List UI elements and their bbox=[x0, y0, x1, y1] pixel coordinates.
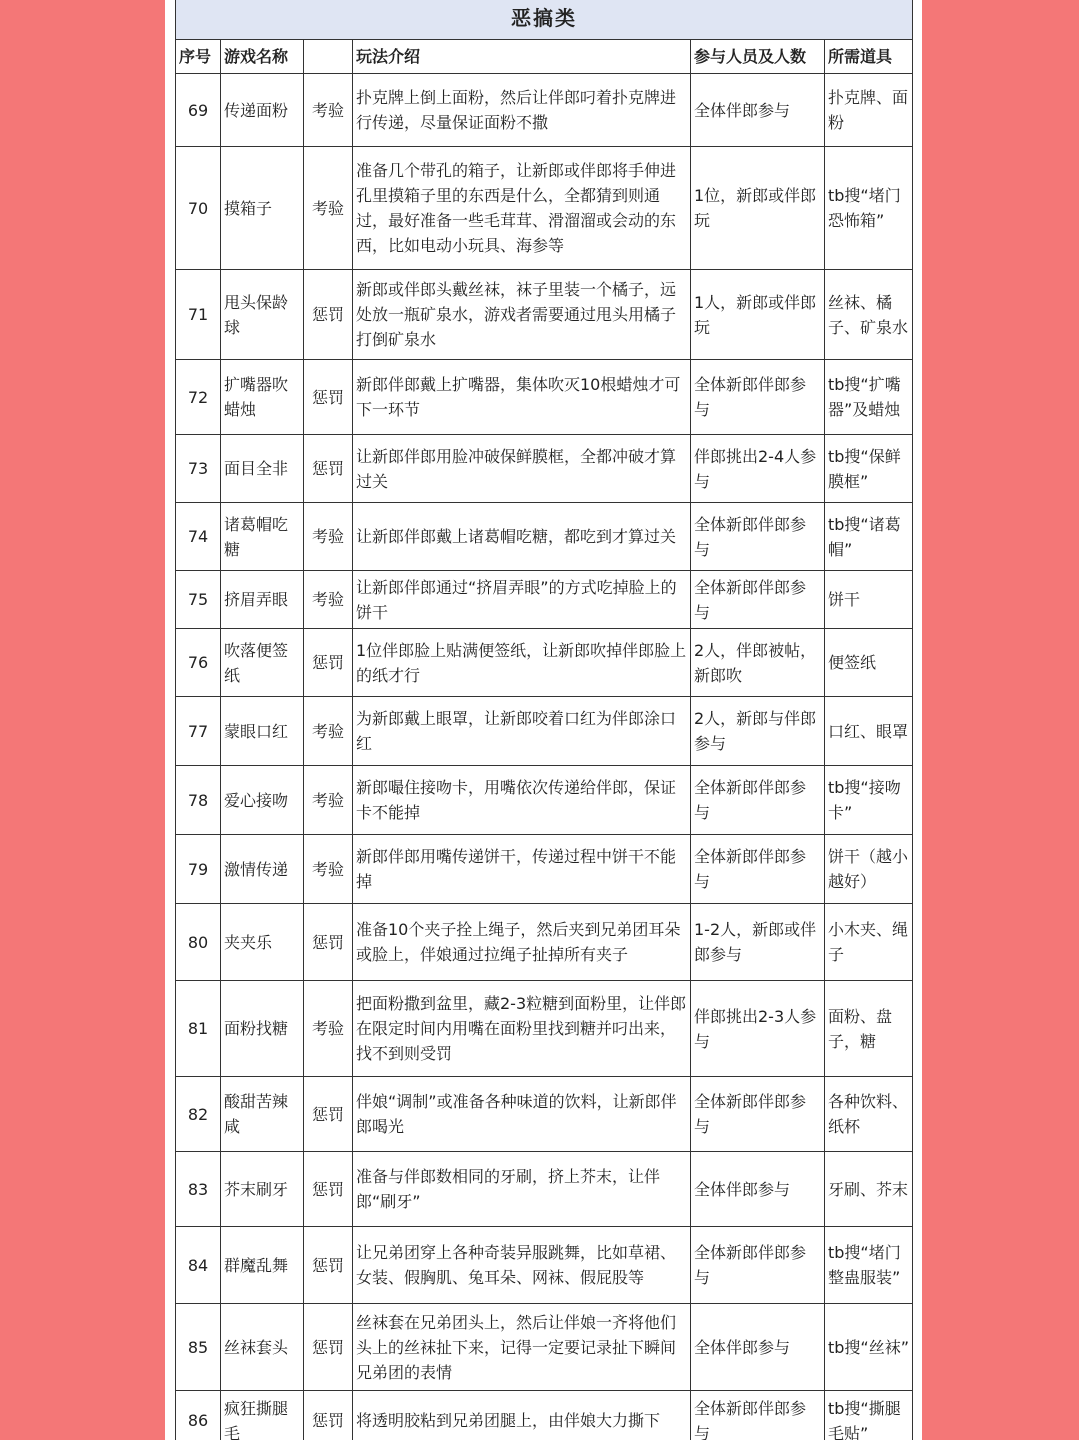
cell-description: 让新郎伴郎通过“挤眉弄眼”的方式吃掉脸上的饼干 bbox=[353, 571, 691, 629]
cell-props: tb搜“扩嘴器”及蜡烛 bbox=[825, 360, 913, 435]
cell-game-name: 爱心接吻 bbox=[221, 766, 304, 835]
cell-description: 扑克牌上倒上面粉，然后让伴郎叼着扑克牌进行传递，尽量保证面粉不撒 bbox=[353, 74, 691, 147]
cell-type: 考验 bbox=[304, 766, 353, 835]
cell-number: 80 bbox=[176, 904, 221, 981]
table-row bbox=[176, 360, 913, 435]
table-title-row bbox=[176, 0, 913, 40]
cell-game-name: 诸葛帽吃糖 bbox=[221, 503, 304, 571]
document-sheet bbox=[165, 0, 922, 1440]
cell-number: 77 bbox=[176, 697, 221, 766]
cell-type: 惩罚 bbox=[304, 629, 353, 697]
cell-participants: 1人，新郎或伴郎玩 bbox=[691, 270, 825, 360]
header-number: 序号 bbox=[176, 40, 221, 74]
cell-props: 饼干 bbox=[825, 571, 913, 629]
cell-participants: 全体新郎伴郎参与 bbox=[691, 835, 825, 904]
cell-participants: 全体新郎伴郎参与 bbox=[691, 766, 825, 835]
table-row bbox=[176, 629, 913, 697]
cell-participants: 全体新郎伴郎参与 bbox=[691, 571, 825, 629]
table-row bbox=[176, 766, 913, 835]
cell-number: 81 bbox=[176, 981, 221, 1077]
cell-type: 考验 bbox=[304, 147, 353, 270]
cell-game-name: 甩头保龄球 bbox=[221, 270, 304, 360]
cell-number: 82 bbox=[176, 1077, 221, 1152]
cell-description: 新郎伴郎用嘴传递饼干，传递过程中饼干不能掉 bbox=[353, 835, 691, 904]
cell-props: tb搜“堵门整蛊服装” bbox=[825, 1227, 913, 1304]
cell-participants: 全体新郎伴郎参与 bbox=[691, 360, 825, 435]
cell-props: tb搜“丝袜” bbox=[825, 1304, 913, 1391]
cell-game-name: 群魔乱舞 bbox=[221, 1227, 304, 1304]
games-table bbox=[175, 0, 913, 1440]
table-row bbox=[176, 270, 913, 360]
cell-description: 将透明胶粘到兄弟团腿上，由伴娘大力撕下 bbox=[353, 1391, 691, 1440]
cell-game-name: 传递面粉 bbox=[221, 74, 304, 147]
cell-type: 惩罚 bbox=[304, 1152, 353, 1227]
cell-participants: 伴郎挑出2-4人参与 bbox=[691, 435, 825, 503]
table-row bbox=[176, 74, 913, 147]
cell-props: tb搜“保鲜膜框” bbox=[825, 435, 913, 503]
cell-type: 惩罚 bbox=[304, 1391, 353, 1440]
cell-type: 惩罚 bbox=[304, 1227, 353, 1304]
cell-game-name: 扩嘴器吹蜡烛 bbox=[221, 360, 304, 435]
table-row bbox=[176, 503, 913, 571]
cell-props: 牙刷、芥末 bbox=[825, 1152, 913, 1227]
cell-type: 考验 bbox=[304, 697, 353, 766]
cell-participants: 全体新郎伴郎参与 bbox=[691, 503, 825, 571]
cell-participants: 全体新郎伴郎参与 bbox=[691, 1391, 825, 1440]
cell-description: 让兄弟团穿上各种奇装异服跳舞，比如草裙、女装、假胸肌、兔耳朵、网袜、假屁股等 bbox=[353, 1227, 691, 1304]
cell-description: 丝袜套在兄弟团头上，然后让伴娘一齐将他们头上的丝袜扯下来，记得一定要记录扯下瞬间兄弟团的表情 bbox=[353, 1304, 691, 1391]
cell-number: 70 bbox=[176, 147, 221, 270]
cell-type: 考验 bbox=[304, 74, 353, 147]
cell-number: 74 bbox=[176, 503, 221, 571]
table-row bbox=[176, 835, 913, 904]
table-header-row bbox=[176, 40, 913, 74]
table-row bbox=[176, 571, 913, 629]
cell-participants: 1位，新郎或伴郎玩 bbox=[691, 147, 825, 270]
cell-type: 惩罚 bbox=[304, 1077, 353, 1152]
cell-props: 便签纸 bbox=[825, 629, 913, 697]
cell-description: 新郎嘬住接吻卡，用嘴依次传递给伴郎，保证卡不能掉 bbox=[353, 766, 691, 835]
table-row bbox=[176, 1391, 913, 1440]
cell-participants: 全体伴郎参与 bbox=[691, 74, 825, 147]
header-props: 所需道具 bbox=[825, 40, 913, 74]
cell-game-name: 夹夹乐 bbox=[221, 904, 304, 981]
cell-description: 把面粉撒到盆里，藏2-3粒糖到面粉里，让伴郎在限定时间内用嘴在面粉里找到糖并叼出来，找不到则受罚 bbox=[353, 981, 691, 1077]
cell-game-name: 蒙眼口红 bbox=[221, 697, 304, 766]
cell-number: 86 bbox=[176, 1391, 221, 1440]
cell-game-name: 面粉找糖 bbox=[221, 981, 304, 1077]
cell-description: 伴娘“调制”或准备各种味道的饮料，让新郎伴郎喝光 bbox=[353, 1077, 691, 1152]
cell-participants: 全体伴郎参与 bbox=[691, 1152, 825, 1227]
table-row bbox=[176, 904, 913, 981]
cell-description: 让新郎伴郎用脸冲破保鲜膜框，全都冲破才算过关 bbox=[353, 435, 691, 503]
cell-type: 考验 bbox=[304, 503, 353, 571]
cell-props: tb搜“接吻卡” bbox=[825, 766, 913, 835]
cell-game-name: 丝袜套头 bbox=[221, 1304, 304, 1391]
cell-description: 新郎伴郎戴上扩嘴器，集体吹灭10根蜡烛才可下一环节 bbox=[353, 360, 691, 435]
cell-participants: 全体伴郎参与 bbox=[691, 1304, 825, 1391]
cell-number: 79 bbox=[176, 835, 221, 904]
table-row bbox=[176, 435, 913, 503]
cell-props: 各种饮料、纸杯 bbox=[825, 1077, 913, 1152]
table-row bbox=[176, 1227, 913, 1304]
cell-game-name: 酸甜苦辣咸 bbox=[221, 1077, 304, 1152]
cell-description: 1位伴郎脸上贴满便签纸，让新郎吹掉伴郎脸上的纸才行 bbox=[353, 629, 691, 697]
cell-type: 惩罚 bbox=[304, 904, 353, 981]
cell-game-name: 芥末刷牙 bbox=[221, 1152, 304, 1227]
cell-description: 新郎或伴郎头戴丝袜，袜子里装一个橘子，远处放一瓶矿泉水，游戏者需要通过甩头用橘子打倒矿泉水 bbox=[353, 270, 691, 360]
cell-props: tb搜“堵门恐怖箱” bbox=[825, 147, 913, 270]
table-row bbox=[176, 1152, 913, 1227]
cell-props: 小木夹、绳子 bbox=[825, 904, 913, 981]
cell-participants: 1-2人，新郎或伴郎参与 bbox=[691, 904, 825, 981]
table-row bbox=[176, 1077, 913, 1152]
cell-game-name: 面目全非 bbox=[221, 435, 304, 503]
cell-description: 准备几个带孔的箱子，让新郎或伴郎将手伸进孔里摸箱子里的东西是什么，全都猜到则通过，最好准备一些毛茸茸、滑溜溜或会动的东西，比如电动小玩具、海参等 bbox=[353, 147, 691, 270]
cell-props: 扑克牌、面粉 bbox=[825, 74, 913, 147]
cell-game-name: 激情传递 bbox=[221, 835, 304, 904]
table-row bbox=[176, 147, 913, 270]
cell-description: 为新郎戴上眼罩，让新郎咬着口红为伴郎涂口红 bbox=[353, 697, 691, 766]
cell-number: 71 bbox=[176, 270, 221, 360]
cell-props: 口红、眼罩 bbox=[825, 697, 913, 766]
cell-description: 让新郎伴郎戴上诸葛帽吃糖，都吃到才算过关 bbox=[353, 503, 691, 571]
header-participants: 参与人员及人数 bbox=[691, 40, 825, 74]
cell-number: 84 bbox=[176, 1227, 221, 1304]
cell-game-name: 挤眉弄眼 bbox=[221, 571, 304, 629]
cell-number: 75 bbox=[176, 571, 221, 629]
cell-type: 考验 bbox=[304, 835, 353, 904]
cell-type: 惩罚 bbox=[304, 1304, 353, 1391]
header-description: 玩法介绍 bbox=[353, 40, 691, 74]
header-game-name: 游戏名称 bbox=[221, 40, 304, 74]
cell-props: 饼干（越小越好） bbox=[825, 835, 913, 904]
cell-participants: 全体新郎伴郎参与 bbox=[691, 1077, 825, 1152]
cell-number: 85 bbox=[176, 1304, 221, 1391]
cell-number: 72 bbox=[176, 360, 221, 435]
cell-type: 惩罚 bbox=[304, 270, 353, 360]
cell-description: 准备与伴郎数相同的牙刷，挤上芥末，让伴郎“刷牙” bbox=[353, 1152, 691, 1227]
table-row bbox=[176, 981, 913, 1077]
cell-number: 83 bbox=[176, 1152, 221, 1227]
cell-number: 78 bbox=[176, 766, 221, 835]
cell-props: tb搜“撕腿毛贴” bbox=[825, 1391, 913, 1440]
cell-props: 丝袜、橘子、矿泉水 bbox=[825, 270, 913, 360]
cell-game-name: 疯狂撕腿毛 bbox=[221, 1391, 304, 1440]
cell-participants: 全体新郎伴郎参与 bbox=[691, 1227, 825, 1304]
cell-props: 面粉、盘子，糖 bbox=[825, 981, 913, 1077]
cell-type: 考验 bbox=[304, 571, 353, 629]
cell-participants: 伴郎挑出2-3人参与 bbox=[691, 981, 825, 1077]
cell-number: 76 bbox=[176, 629, 221, 697]
cell-participants: 2人，伴郎被帖，新郎吹 bbox=[691, 629, 825, 697]
cell-description: 准备10个夹子拴上绳子，然后夹到兄弟团耳朵或脸上，伴娘通过拉绳子扯掉所有夹子 bbox=[353, 904, 691, 981]
cell-type: 惩罚 bbox=[304, 360, 353, 435]
table-title: 恶搞类 bbox=[176, 0, 913, 40]
cell-number: 73 bbox=[176, 435, 221, 503]
cell-type: 考验 bbox=[304, 981, 353, 1077]
table-row bbox=[176, 697, 913, 766]
table-row bbox=[176, 1304, 913, 1391]
cell-game-name: 摸箱子 bbox=[221, 147, 304, 270]
cell-number: 69 bbox=[176, 74, 221, 147]
cell-game-name: 吹落便签纸 bbox=[221, 629, 304, 697]
cell-type: 惩罚 bbox=[304, 435, 353, 503]
cell-props: tb搜“诸葛帽” bbox=[825, 503, 913, 571]
cell-participants: 2人，新郎与伴郎参与 bbox=[691, 697, 825, 766]
header-type bbox=[304, 40, 353, 74]
